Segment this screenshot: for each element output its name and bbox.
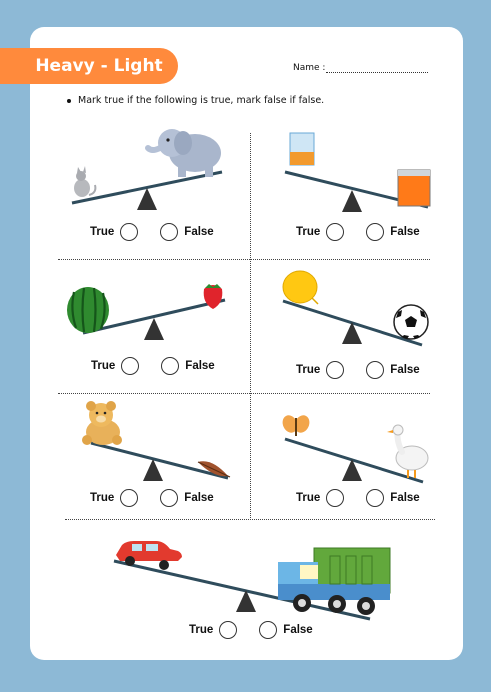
true-label: True — [296, 226, 321, 238]
false-label: False — [390, 492, 420, 504]
false-label: False — [390, 364, 420, 376]
true-label: True — [189, 624, 214, 636]
dump-truck-icon — [278, 548, 390, 615]
true-label: True — [90, 226, 115, 238]
instruction-text: Mark true if the following is true, mark false if false. — [78, 95, 325, 106]
false-label: False — [185, 360, 215, 372]
car-icon — [116, 541, 182, 570]
true-label: True — [296, 364, 321, 376]
false-label: False — [184, 492, 214, 504]
false-label: False — [390, 226, 420, 238]
true-radio[interactable] — [219, 621, 237, 639]
false-label: False — [184, 226, 214, 238]
true-label: True — [91, 360, 116, 372]
false-label: False — [283, 624, 313, 636]
true-label: True — [90, 492, 115, 504]
false-radio[interactable] — [259, 621, 277, 639]
true-label: True — [296, 492, 321, 504]
worksheet-title: Heavy - Light — [0, 48, 178, 84]
answer-row — [189, 621, 313, 639]
name-label: Name : — [293, 63, 326, 73]
